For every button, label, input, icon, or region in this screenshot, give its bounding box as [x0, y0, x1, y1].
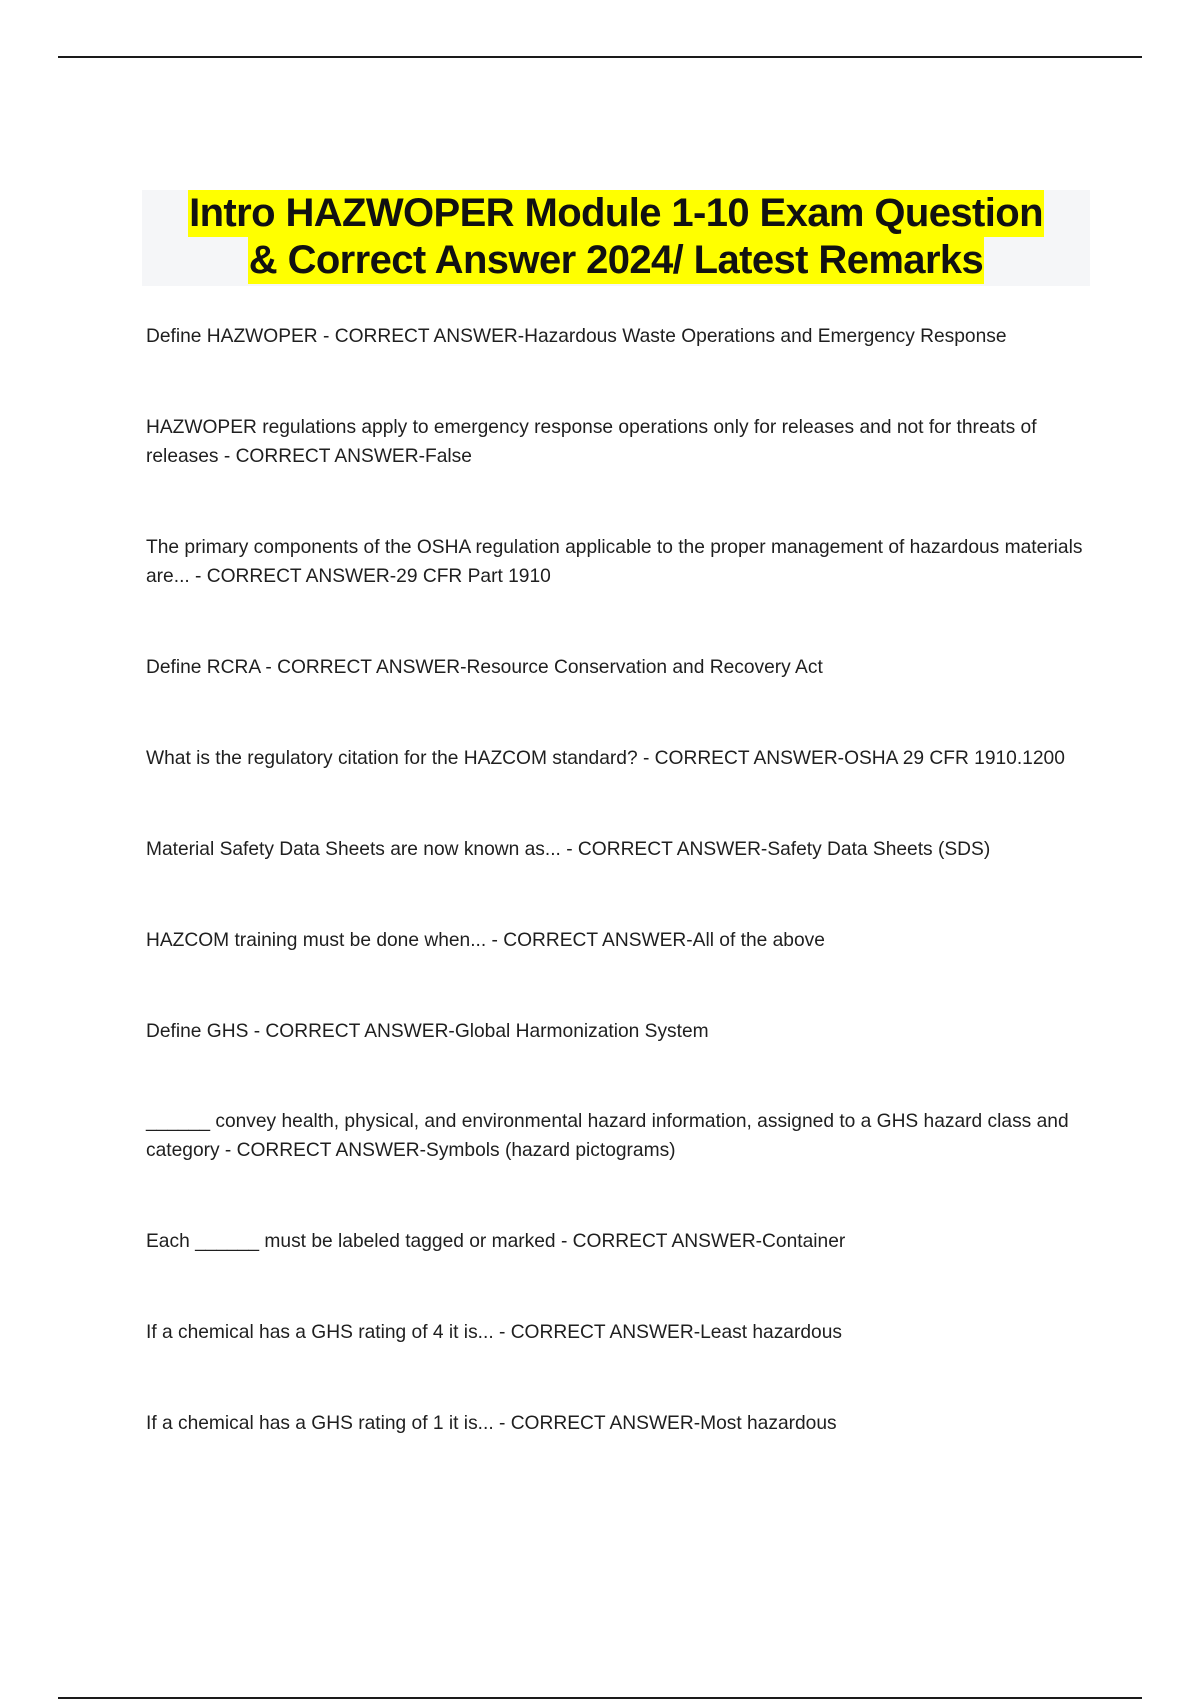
qa-item: Define RCRA - CORRECT ANSWER-Resource Conservation and Recovery Act [146, 657, 823, 678]
qa-item: HAZCOM training must be done when... - CORRECT ANSWER-All of the above [146, 930, 825, 951]
qa-item: If a chemical has a GHS rating of 4 it is... - CORRECT ANSWER-Least hazardous [146, 1322, 842, 1343]
bottom-rule [58, 1697, 1142, 1699]
qa-item: Each ______ must be labeled tagged or marked - CORRECT ANSWER-Container [146, 1231, 846, 1252]
qa-item: What is the regulatory citation for the HAZCOM standard? - CORRECT ANSWER-OSHA 29 CFR 1910.1200 [146, 748, 1065, 769]
qa-item: Define GHS - CORRECT ANSWER-Global Harmonization System [146, 1021, 709, 1042]
qa-item: If a chemical has a GHS rating of 1 it is... - CORRECT ANSWER-Most hazardous [146, 1413, 837, 1434]
title-block [142, 190, 1090, 286]
document-title-line-2: & Correct Answer 2024/ Latest Remarks [248, 238, 984, 282]
qa-item: ______ convey health, physical, and environmental hazard information, assigned to a GHS hazard class and category - CORRECT ANSWER-Symbols (hazard pictograms) [146, 1111, 1069, 1161]
qa-item: Define HAZWOPER - CORRECT ANSWER-Hazardous Waste Operations and Emergency Response [146, 326, 1007, 347]
top-rule [58, 56, 1142, 58]
qa-item: HAZWOPER regulations apply to emergency response operations only for releases and not for threats of releases - CORRECT ANSWER-False [146, 417, 1037, 467]
qa-item: The primary components of the OSHA regulation applicable to the proper management of hazardous materials are... - CORRECT ANSWER-29 CFR Part 1910 [146, 537, 1083, 587]
document-title-line-1: Intro HAZWOPER Module 1-10 Exam Question [189, 191, 1043, 235]
qa-item: Material Safety Data Sheets are now known as... - CORRECT ANSWER-Safety Data Sheets (SDS) [146, 839, 991, 860]
